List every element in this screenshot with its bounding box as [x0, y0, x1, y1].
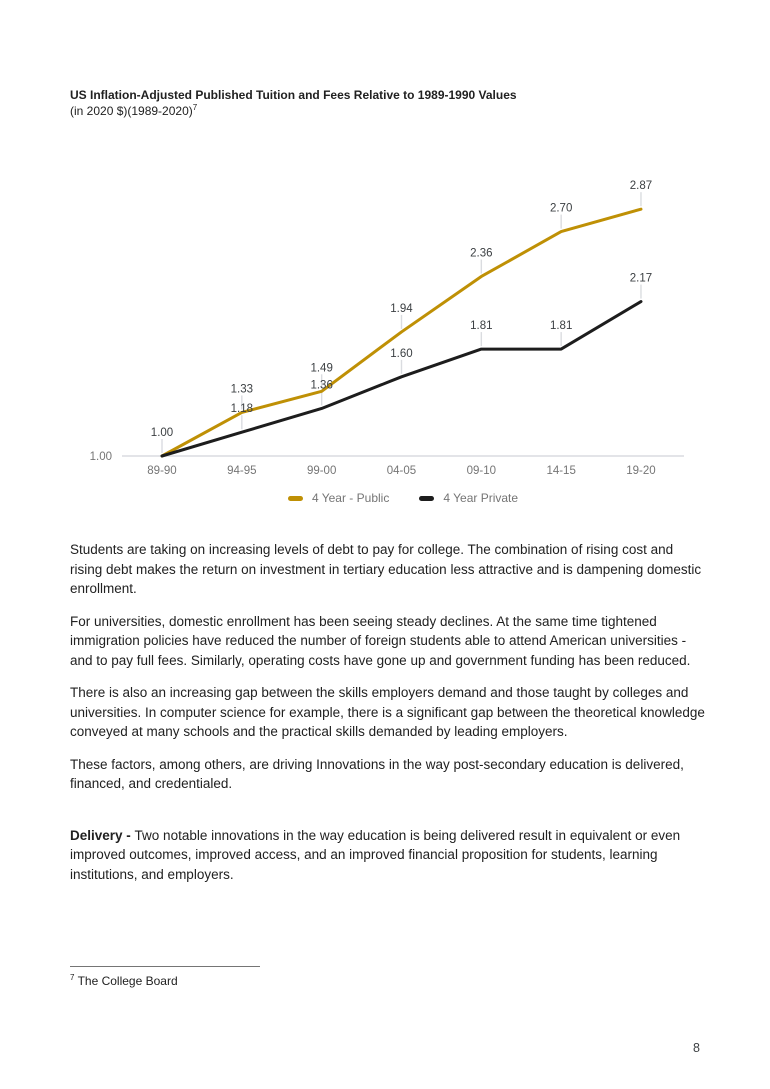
data-label: 2.17 — [629, 272, 653, 285]
x-axis-label: 99-00 — [306, 465, 337, 477]
chart-legend — [122, 487, 684, 509]
y-axis-label: 1.00 — [89, 451, 112, 463]
data-label: 2.87 — [629, 180, 653, 193]
page-number: 8 — [693, 1041, 700, 1055]
legend-item — [288, 491, 389, 505]
x-axis-label: 14-15 — [546, 465, 576, 477]
data-label: 1.18 — [230, 403, 254, 416]
paragraph: There is also an increasing gap between the skills employers demand and those taught by colleges and universities. In computer science for example, there is a significant gap between the theoretical knowledge conveyed at many schools and the practical skills demanded by leading employers. — [70, 685, 705, 739]
footnote-reference: 7 — [192, 103, 198, 112]
series-line-4-year-public — [162, 209, 641, 456]
footnote-marker: 7 — [70, 973, 75, 982]
legend-swatch-icon — [419, 496, 434, 501]
data-label: 1.60 — [390, 347, 413, 360]
paragraph: For universities, domestic enrollment has been seeing steady declines. At the same time tightened immigration policies have reduced the number of foreign students able to attend American universities - and to pay full fees. Similarly, operating costs have gone up and government funding has been reduced. — [70, 613, 691, 668]
x-axis-label: 94-95 — [227, 465, 257, 477]
data-label: 1.81 — [549, 320, 573, 333]
chart-subtitle — [70, 104, 710, 119]
data-label: 1.33 — [230, 383, 254, 396]
data-label: 1.94 — [390, 302, 413, 315]
paragraph: Students are taking on increasing levels of debt to pay for college. The combination of rising cost and rising debt makes the return on investment in tertiary education less attractive and is dampening domestic enrollment. — [70, 542, 702, 596]
data-label: 2.70 — [549, 202, 573, 215]
delivery-text: Two notable innovations in the way education is being delivered result in equivalent or even improved outcomes, improved access, and an improved financial proposition for students, learning institutions, and employers. — [70, 827, 681, 882]
chart-title: US Inflation-Adjusted Published Tuition and Fees Relative to 1989-1990 Values — [70, 88, 517, 102]
x-axis-label: 09-10 — [466, 465, 497, 477]
tuition-line-chart — [0, 160, 770, 490]
data-label: 1.49 — [310, 362, 333, 375]
delivery-lead: Delivery - — [70, 827, 135, 843]
x-axis-label: 04-05 — [386, 465, 417, 477]
body-text — [70, 540, 707, 897]
data-label: 1.00 — [150, 427, 174, 439]
data-label: 2.36 — [470, 247, 493, 260]
footnote — [70, 966, 707, 988]
data-label: 1.36 — [310, 379, 333, 392]
data-label: 1.81 — [470, 320, 493, 333]
footnote-label: The College Board — [77, 974, 178, 988]
x-axis-label: 89-90 — [147, 465, 177, 477]
legend-item — [419, 491, 518, 505]
legend-swatch-icon — [288, 496, 303, 501]
x-axis-label: 19-20 — [626, 465, 656, 477]
footnote-divider — [70, 966, 260, 967]
paragraph: These factors, among others, are driving Innovations in the way post-secondary education is delivered, financed, and credentialed. — [70, 756, 684, 791]
chart-subtitle-text: (in 2020 $)(1989-2020) — [70, 104, 193, 118]
chart-title-block — [70, 88, 710, 119]
legend-label: 4 Year Private — [443, 491, 519, 505]
delivery-paragraph — [70, 826, 707, 885]
footnote-text — [70, 974, 707, 988]
legend-label: 4 Year - Public — [311, 491, 390, 505]
